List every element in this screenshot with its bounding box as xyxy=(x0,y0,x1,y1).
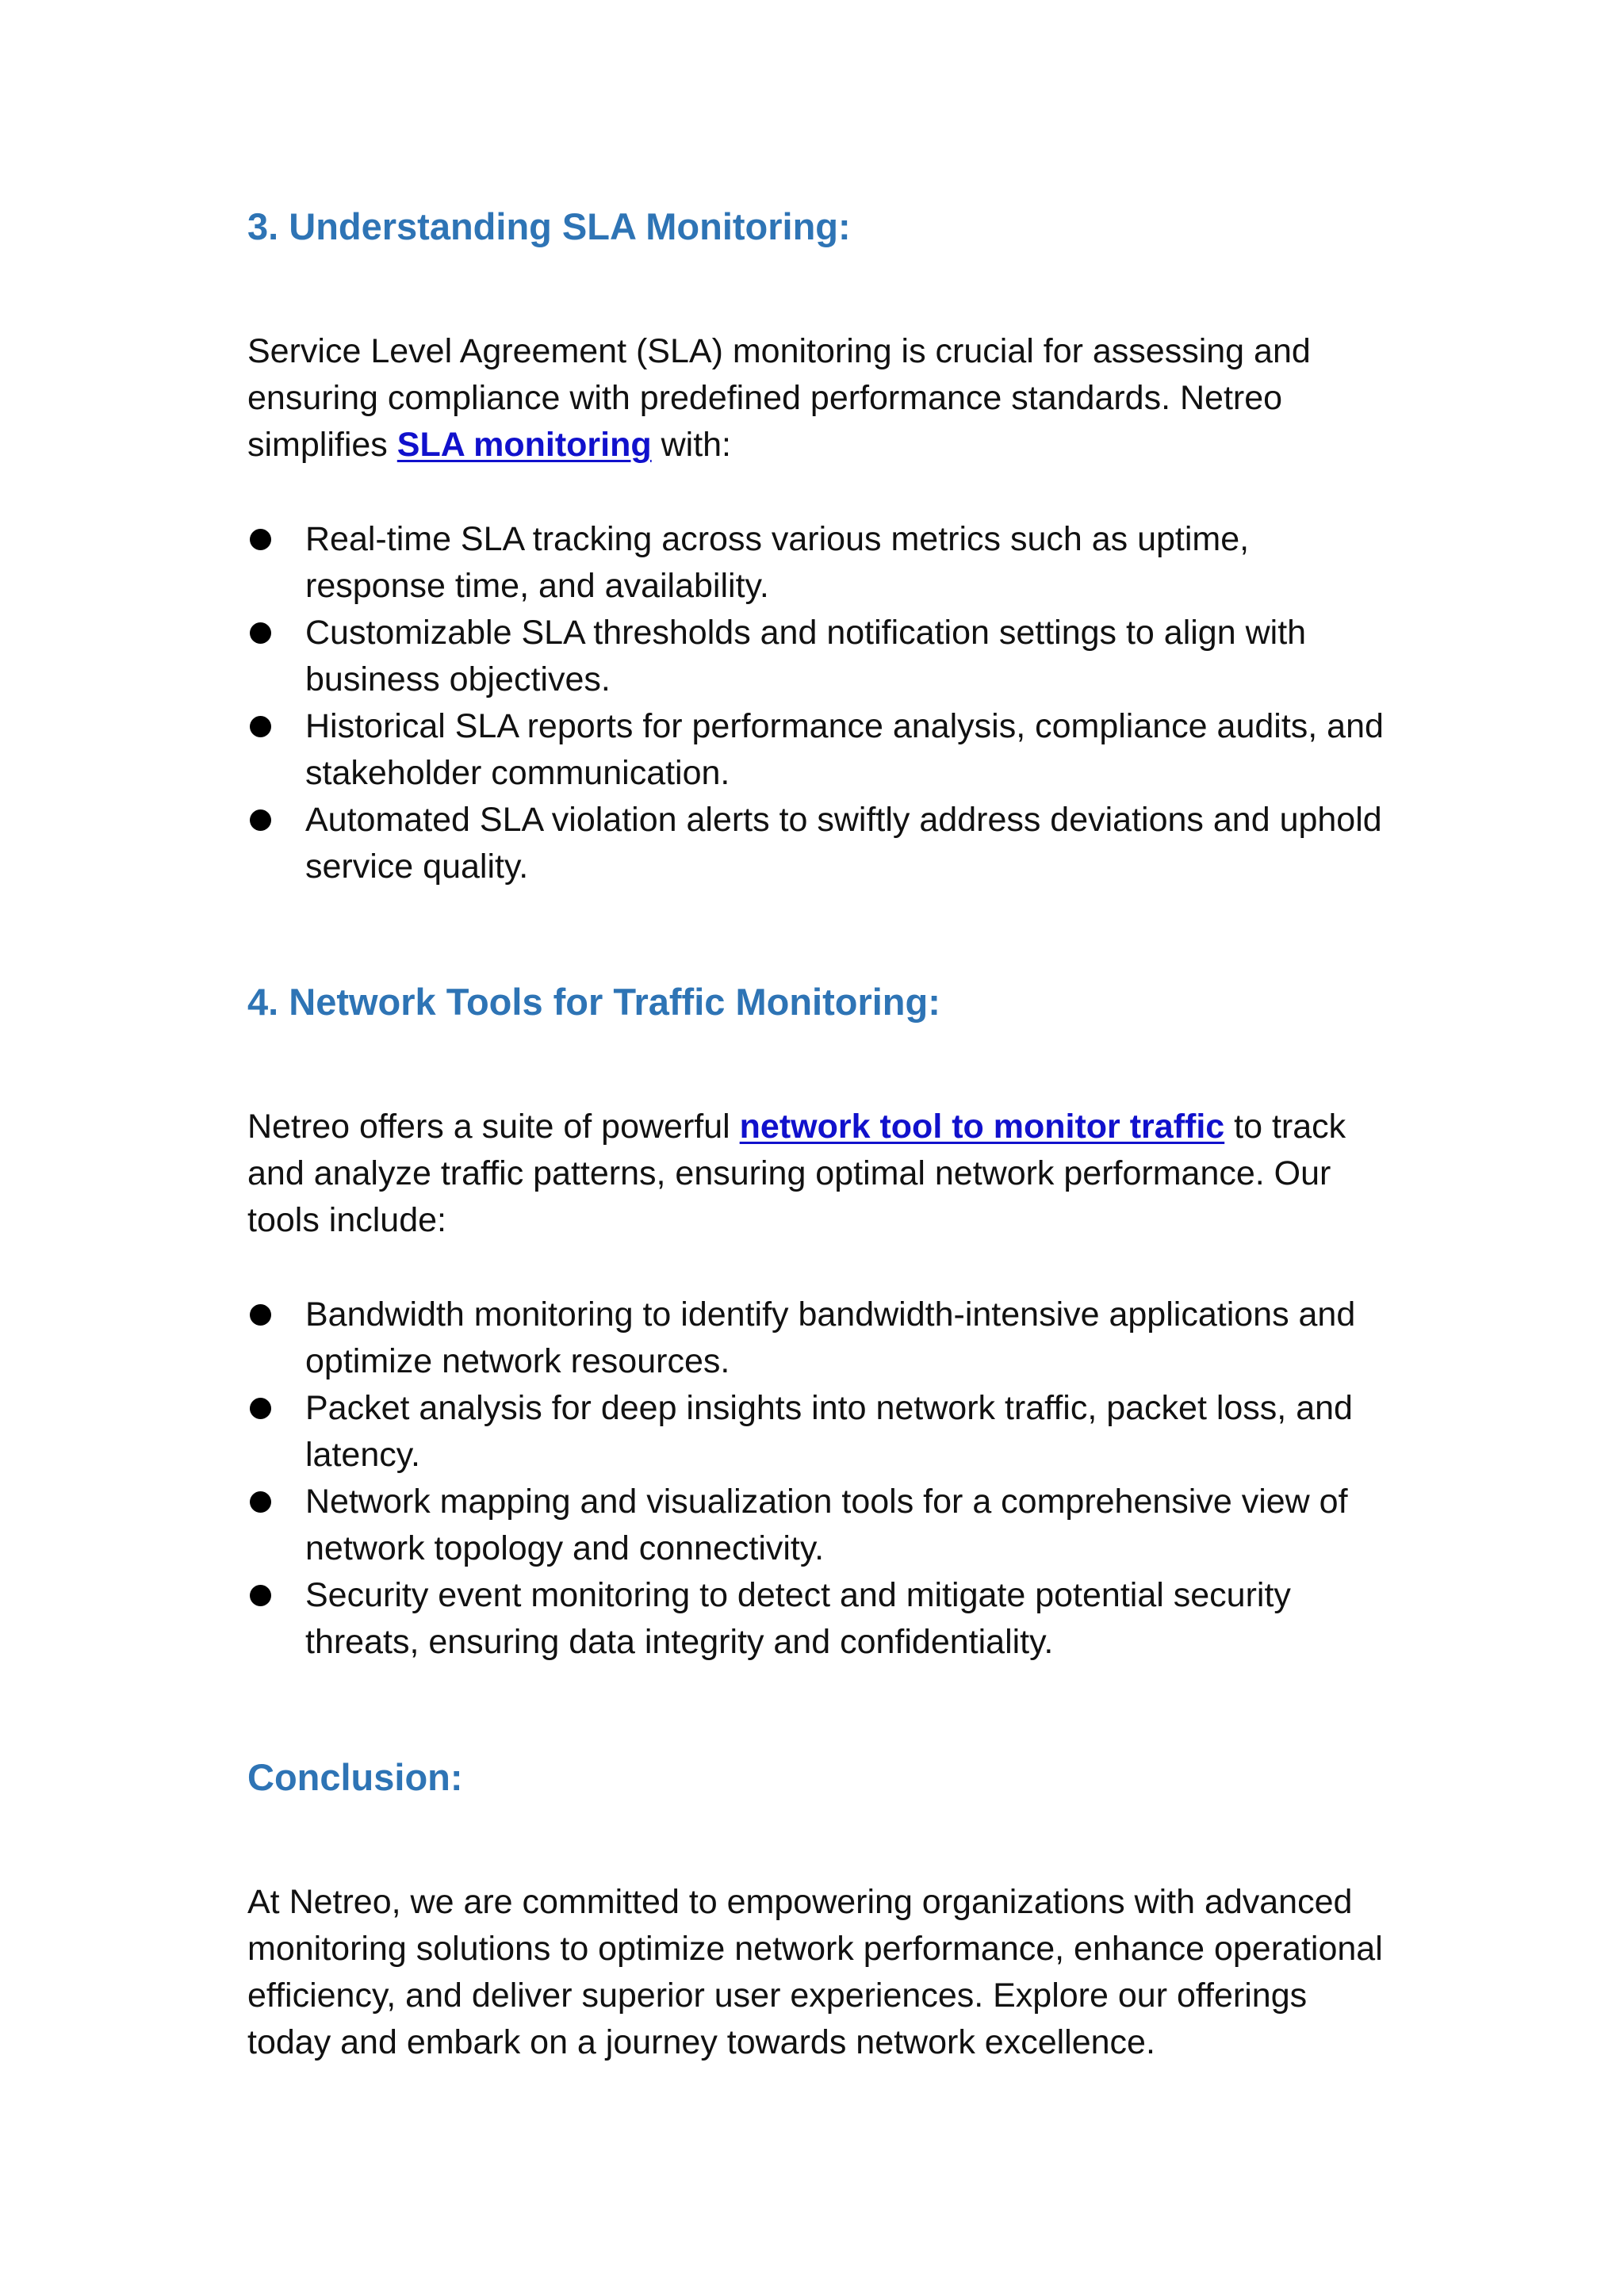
list-item-text: Real-time SLA tracking across various metrics such as uptime, response time, and availability. xyxy=(305,520,1250,605)
list-item xyxy=(247,1479,1389,1572)
bullet-icon xyxy=(250,622,271,644)
traffic-bullet-list xyxy=(247,1292,1389,1666)
bullet-icon xyxy=(250,716,271,737)
section-heading-traffic: 4. Network Tools for Traffic Monitoring: xyxy=(247,981,940,1023)
list-item-text: Customizable SLA thresholds and notification settings to align with business objectives. xyxy=(305,614,1307,698)
list-item xyxy=(247,1292,1389,1385)
list-item-text: Packet analysis for deep insights into network traffic, packet loss, and latency. xyxy=(305,1389,1353,1474)
list-item-text: Historical SLA reports for performance analysis, compliance audits, and stakeholder communication. xyxy=(305,707,1384,792)
sla-monitoring-link[interactable]: SLA monitoring xyxy=(396,426,652,464)
bullet-icon xyxy=(250,529,271,550)
bullet-icon xyxy=(250,1304,271,1326)
traffic-intro-text-after: to track and analyze traffic patterns, ensuring optimal network performance. Our tools include: xyxy=(247,1108,1346,1239)
sla-intro-paragraph xyxy=(247,328,1389,469)
traffic-intro-paragraph xyxy=(247,1104,1389,1244)
bullet-icon xyxy=(250,1398,271,1419)
bullet-icon xyxy=(250,1491,271,1513)
list-item-text: Automated SLA violation alerts to swiftly address deviations and uphold service quality. xyxy=(305,801,1382,886)
traffic-intro-text-before: Netreo offers a suite of powerful xyxy=(247,1108,740,1146)
bullet-icon xyxy=(250,809,271,831)
conclusion-heading: Conclusion: xyxy=(247,1756,463,1798)
list-item xyxy=(247,516,1389,610)
bullet-icon xyxy=(250,1585,271,1606)
list-item-text: Security event monitoring to detect and mitigate potential security threats, ensuring data integrity and confidentiality. xyxy=(305,1576,1291,1661)
list-item xyxy=(247,797,1389,890)
list-item xyxy=(247,1572,1389,1666)
sla-intro-text-after: with: xyxy=(651,426,732,464)
list-item xyxy=(247,1385,1389,1479)
list-item-text: Network mapping and visualization tools for a comprehensive view of network topology and connectivity. xyxy=(305,1483,1348,1567)
list-item xyxy=(247,610,1389,703)
network-tool-link[interactable]: network tool to monitor traffic xyxy=(739,1108,1225,1146)
sla-bullet-list xyxy=(247,516,1389,890)
list-item-text: Bandwidth monitoring to identify bandwidth-intensive applications and optimize network resources. xyxy=(305,1295,1356,1380)
list-item xyxy=(247,703,1389,797)
section-heading-sla: 3. Understanding SLA Monitoring: xyxy=(247,205,851,247)
sla-intro-text-before: Service Level Agreement (SLA) monitoring is crucial for assessing and ensuring compliance with predefined performance standards. Netreo simplifies xyxy=(247,332,1311,464)
conclusion-paragraph: At Netreo, we are committed to empowering organizations with advanced monitoring solutions to optimize network performance, enhance operational efficiency, and deliver superior user experiences. Explore our offerings today and embark on a journey towards network excellence. xyxy=(247,1883,1383,2061)
